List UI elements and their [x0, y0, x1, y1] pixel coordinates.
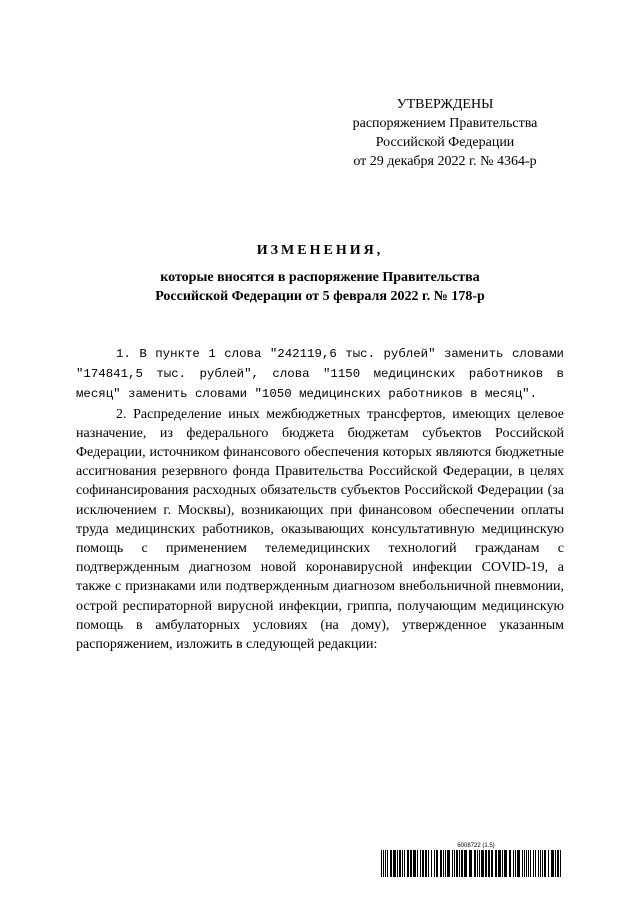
- barcode-bar: [526, 850, 527, 877]
- barcode-bar: [498, 850, 501, 877]
- barcode-bar: [407, 850, 409, 877]
- barcode-bar: [544, 850, 546, 877]
- barcode-bar: [387, 850, 388, 877]
- barcode-bar: [542, 850, 543, 877]
- barcode-bar: [538, 850, 539, 877]
- barcode-bar: [434, 850, 435, 877]
- approval-block: [330, 95, 560, 171]
- barcode-bar: [425, 850, 427, 877]
- barcode-bar: [431, 850, 432, 877]
- barcode-bar: [413, 850, 416, 877]
- barcode-bar: [452, 850, 453, 877]
- barcode-bar: [422, 850, 424, 877]
- barcode-bar: [381, 850, 382, 877]
- approval-heading: УТВЕРЖДЕНЫ: [396, 97, 494, 112]
- barcode-bar: [454, 850, 455, 877]
- barcode-bar: [548, 850, 549, 877]
- barcode-bar: [477, 850, 478, 877]
- barcode-bar: [528, 850, 529, 877]
- barcode-label: 6008722 (1.5): [457, 843, 495, 849]
- barcode-bar: [420, 850, 421, 877]
- barcode-bar: [533, 850, 534, 877]
- barcode-bar: [535, 850, 536, 877]
- barcode-bar: [504, 850, 507, 877]
- barcode-bar: [555, 850, 556, 877]
- barcode-bar: [557, 850, 559, 877]
- barcode-bar: [485, 850, 487, 877]
- barcode-bar: [515, 850, 516, 877]
- barcode-bar: [560, 850, 561, 877]
- paragraph-1: [76, 344, 564, 405]
- barcode-bar: [456, 850, 458, 877]
- barcode-bar: [459, 850, 460, 877]
- document-body: [76, 344, 564, 654]
- subtitle-line-1: которые вносятся в распоряжение Правительства: [160, 270, 480, 285]
- barcode-bar: [551, 850, 554, 877]
- barcode-bar: [383, 850, 384, 877]
- paragraph-1-text: 1. В пункте 1 слова "242119,6 тыс. рублей" заменить словами "174841,5 тыс. рублей", слова "1150 медицинских работников в месяц" заменить словами "1050 медицинских работников в месяц".: [76, 347, 564, 402]
- barcode-bar: [385, 850, 386, 877]
- barcode-bar: [410, 850, 412, 877]
- barcode-bar: [464, 850, 467, 877]
- approval-date-number: от 29 декабря 2022 г. № 4364-р: [353, 154, 537, 169]
- barcode-bar: [509, 850, 511, 877]
- barcode-bar: [445, 850, 446, 877]
- barcode-block: [381, 842, 561, 877]
- barcode-bar: [461, 850, 463, 877]
- barcode-bar: [436, 850, 438, 877]
- barcode-bar: [447, 850, 450, 877]
- barcode-bar: [540, 850, 541, 877]
- barcode-bar: [417, 850, 418, 877]
- barcode-graphic: [381, 850, 561, 877]
- barcode-bar: [402, 850, 403, 877]
- paragraph-2: 2. Распределение иных межбюджетных трансфертов, имеющих целевое назначение, из федерального бюджета бюджетам субъектов Российской Федерации, источником финансового обеспечения которых являются бюджетные ассигнования резервного фонда Правительства Российской Федерации, в целях софинансирования расходных обязательств субъектов Российской Федерации (за исключением г. Москвы), возникающих при финансовом обеспечении оплаты труда медицинских работников, оказывающих консультативную медицинскую помощь с применением телемедицинских технологий гражданам с подтвержденным диагнозом новой коронавирусной инфекции COVID-19, а также с признаками или подтвержденным диагнозом внебольничной пневмонии, острой респираторной вирусной инфекции, гриппа, получающим медицинскую помощь в амбулаторных условиях (на дому), утвержденное указанным распоряжением, изложить в следующей редакции:: [76, 406, 564, 653]
- barcode-bar: [440, 850, 442, 877]
- barcode-bar: [491, 850, 493, 877]
- barcode-bar: [481, 850, 484, 877]
- barcode-bar: [524, 850, 525, 877]
- approval-authority: распоряжением Правительства: [352, 116, 538, 131]
- barcode-bar: [443, 850, 444, 877]
- barcode-bar: [517, 850, 520, 877]
- barcode-bar: [495, 850, 497, 877]
- barcode-bar: [469, 850, 472, 877]
- barcode-bar: [393, 850, 396, 877]
- barcode-bar: [474, 850, 476, 877]
- barcode-bar: [397, 850, 398, 877]
- barcode-bar: [522, 850, 523, 877]
- document-subtitle: [0, 268, 640, 306]
- barcode-bar: [488, 850, 490, 877]
- barcode-bar: [479, 850, 480, 877]
- approval-country: Российской Федерации: [375, 135, 515, 150]
- document-title: ИЗМЕНЕНИЯ,: [256, 243, 384, 258]
- barcode-bar: [404, 850, 405, 877]
- barcode-bar: [530, 850, 531, 877]
- subtitle-line-2: Российской Федерации от 5 февраля 2022 г. № 178-р: [155, 289, 485, 304]
- barcode-bar: [513, 850, 514, 877]
- barcode-bar: [399, 850, 401, 877]
- barcode-bar: [390, 850, 392, 877]
- barcode-bar: [502, 850, 503, 877]
- barcode-bar: [428, 850, 429, 877]
